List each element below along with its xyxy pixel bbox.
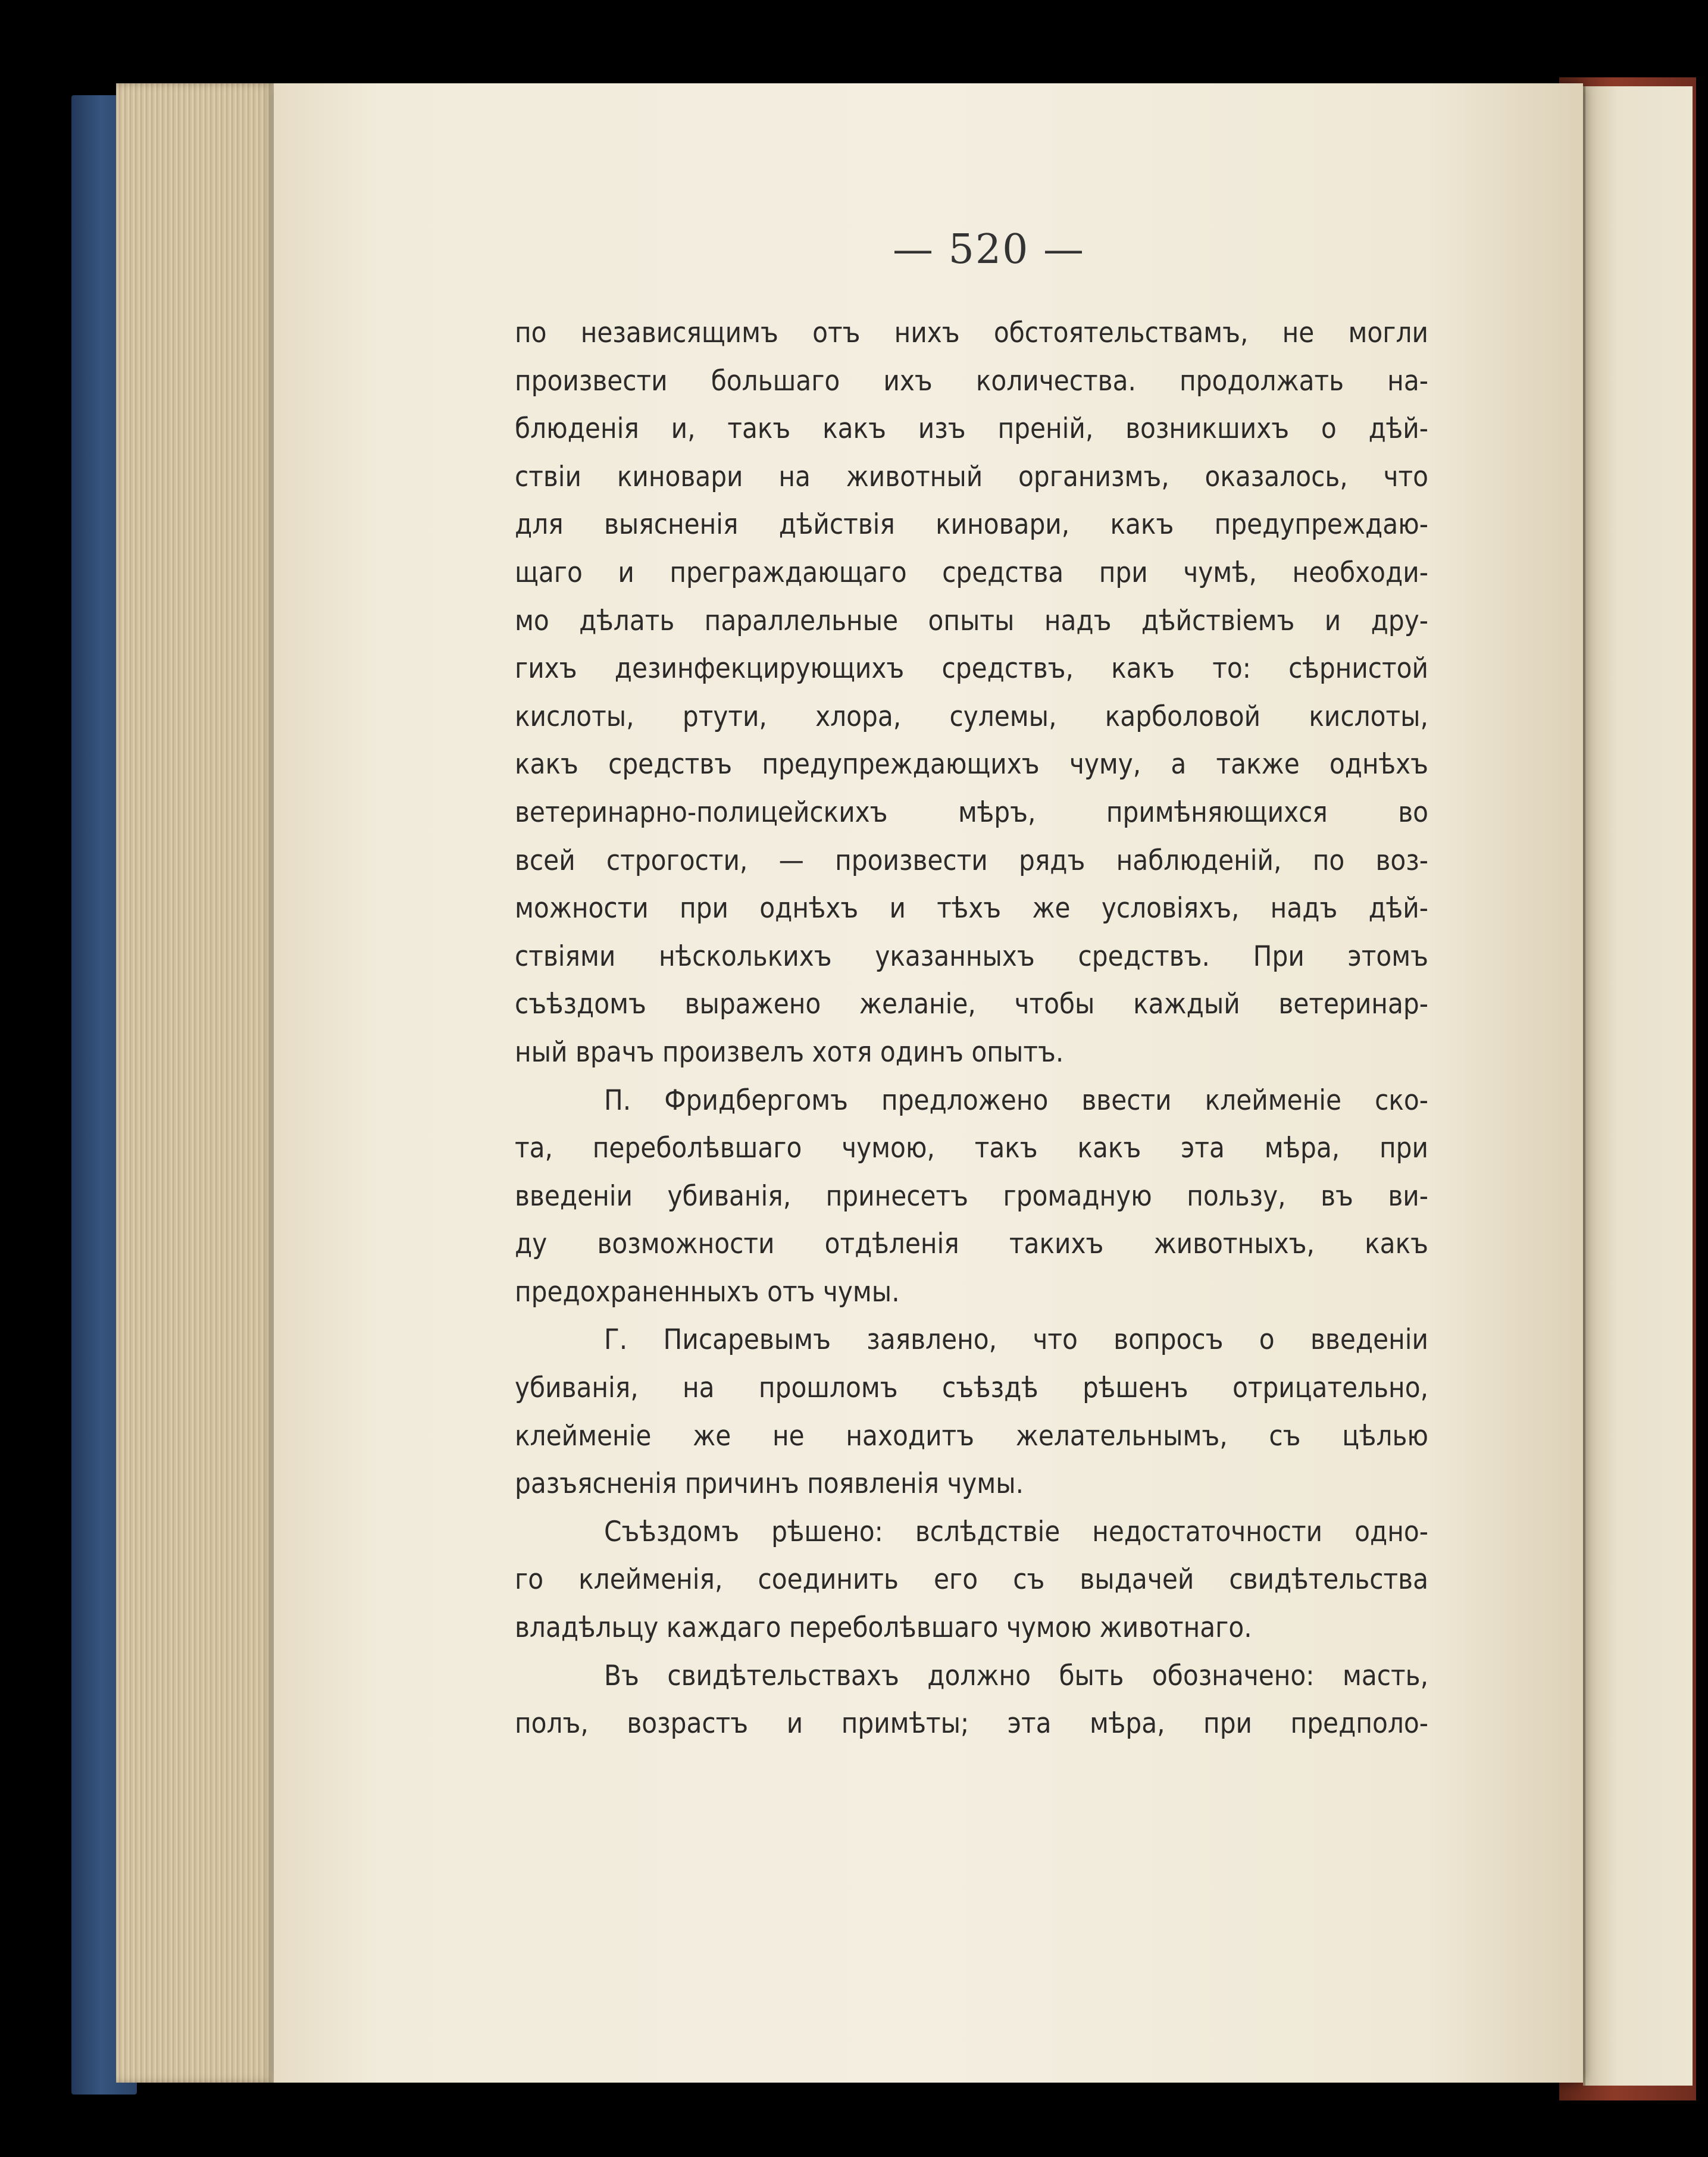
text-line: Г. Писаревымъ заявлено, что вопросъ о введеніи — [604, 1323, 1428, 1357]
text-line: Въ свидѣтельствахъ должно быть обозначено: масть, — [604, 1659, 1428, 1692]
text-line: полъ, возрастъ и примѣты; эта мѣра, при предполо- — [515, 1707, 1428, 1740]
text-line: та, переболѣвшаго чумою, такъ какъ эта мѣра, при — [515, 1132, 1428, 1165]
page-number: — 520 — — [893, 226, 1086, 273]
text-line: щаго и преграждающаго средства при чумѣ, необходи- — [515, 556, 1428, 589]
text-line: мо дѣлать параллельные опыты надъ дѣйствіемъ и дру- — [515, 604, 1428, 637]
text-line: П. Фридбергомъ предложено ввести клейменіе ско- — [604, 1084, 1428, 1117]
page-text — [515, 309, 1428, 1748]
text-line: всей строгости, — произвести рядъ наблюденій, по воз- — [515, 844, 1428, 877]
text-line: введеніи убиванія, принесетъ громадную пользу, въ ви- — [515, 1179, 1428, 1213]
text-line: произвести большаго ихъ количества. продолжать на- — [515, 364, 1428, 397]
text-line: гихъ дезинфекцирующихъ средствъ, какъ то: сѣрнистой — [515, 652, 1428, 685]
text-line: го клейменія, соединить его съ выдачей свидѣтельства — [515, 1563, 1428, 1596]
next-page-edge — [1583, 86, 1693, 2086]
text-line: предохраненныхъ отъ чумы. — [515, 1275, 900, 1308]
text-line: ствіями нѣсколькихъ указанныхъ средствъ. При этомъ — [515, 940, 1428, 973]
page-edges — [116, 83, 289, 2083]
text-line: владѣльцу каждаго переболѣвшаго чумою животнаго. — [515, 1611, 1252, 1645]
text-line: для выясненія дѣйствія киновари, какъ предупреждаю- — [515, 508, 1428, 541]
text-line: ный врачъ произвелъ хотя одинъ опытъ. — [515, 1035, 1064, 1069]
text-line: убиванія, на прошломъ съѣздѣ рѣшенъ отрицательно, — [515, 1372, 1428, 1405]
text-line: разъясненія причинъ появленія чумы. — [515, 1467, 1024, 1501]
text-line: блюденія и, такъ какъ изъ преній, возникшихъ о дѣй- — [515, 412, 1428, 446]
text-line: ствіи киновари на животный организмъ, оказалось, что — [515, 460, 1428, 493]
text-line: можности при однѣхъ и тѣхъ же условіяхъ, надъ дѣй- — [515, 892, 1428, 925]
text-line: какъ средствъ предупреждающихъ чуму, а также однѣхъ — [515, 748, 1428, 781]
text-line: Съѣздомъ рѣшено: вслѣдствіе недостаточности одно- — [604, 1515, 1428, 1548]
text-line: ветеринарно-полицейскихъ мѣръ, примѣняющихся во — [515, 796, 1428, 829]
text-line: кислоты, ртути, хлора, сулемы, карболовой кислоты, — [515, 700, 1428, 733]
text-line: клейменіе же не находитъ желательнымъ, съ цѣлью — [515, 1419, 1428, 1452]
text-line: ду возможности отдѣленія такихъ животныхъ, какъ — [515, 1228, 1428, 1261]
text-line: съѣздомъ выражено желаніе, чтобы каждый ветеринар- — [515, 988, 1428, 1021]
text-line: по независящимъ отъ нихъ обстоятельствамъ, не могли — [515, 317, 1428, 349]
